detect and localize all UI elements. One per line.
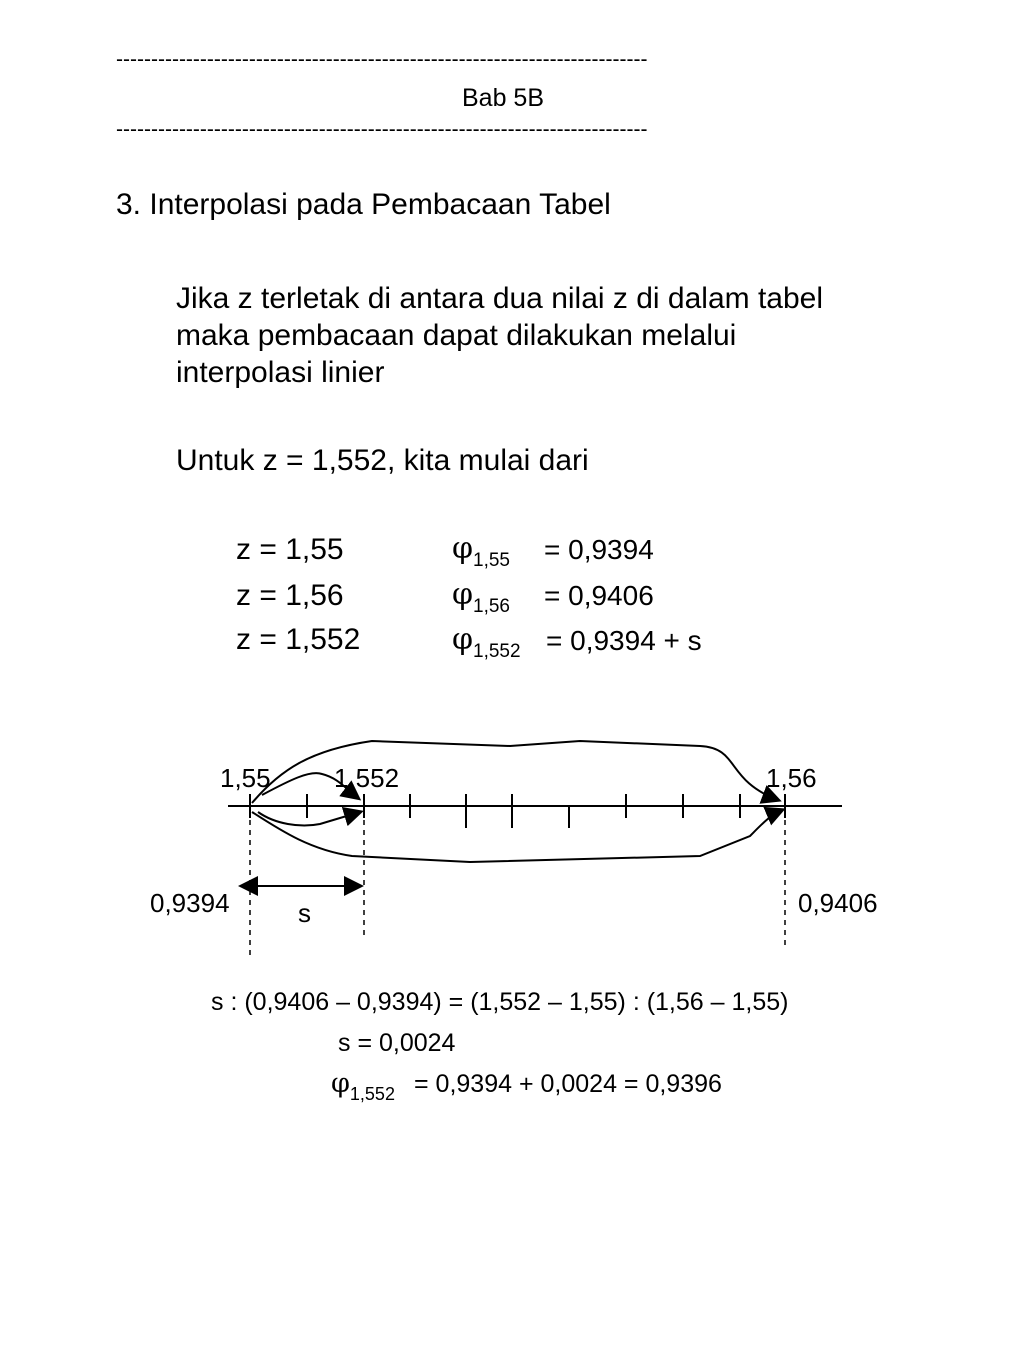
example-intro: Untuk z = 1,552, kita mulai dari — [176, 444, 589, 477]
phi-subscript: 1,552 — [473, 641, 521, 662]
phi-value-row-2: = 0,9406 — [544, 580, 654, 611]
paragraph-line: Jika z terletak di antara dua nilai z di dalam tabel — [176, 282, 824, 315]
paragraph-line: interpolasi linier — [176, 356, 385, 389]
calc-line-1: s : (0,9406 – 0,9394) = (1,552 – 1,55) : (1,56 – 1,55) — [211, 988, 789, 1016]
phi-value-row-1: = 0,9394 — [544, 534, 654, 565]
calc-line-3 — [331, 1068, 395, 1105]
label-1-56: 1,56 — [766, 763, 817, 793]
s-label: s — [298, 898, 311, 928]
number-line-ticks — [250, 794, 785, 828]
label-1-552: 1,552 — [334, 763, 400, 793]
phi-subscript: 1,55 — [473, 550, 510, 571]
paragraph-line: maka pembacaan dapat dilakukan melalui — [176, 319, 737, 352]
phi-symbol: φ — [452, 531, 474, 566]
phi-subscript: 1,56 — [473, 596, 510, 617]
arrow-upper-long — [252, 741, 778, 803]
phi-symbol: φ — [331, 1068, 350, 1099]
phi-symbol: φ — [452, 622, 474, 657]
dashed-guides — [250, 810, 785, 955]
phi-symbol: φ — [452, 577, 474, 612]
chapter-title: Bab 5B — [462, 84, 545, 112]
label-1-55: 1,55 — [220, 763, 271, 793]
arrow-lower-short — [258, 812, 360, 826]
phi-value-row-3: = 0,9394 + s — [546, 625, 702, 656]
z-value-row-1: z = 1,55 — [236, 533, 344, 566]
curved-arrows — [252, 741, 782, 862]
z-value-row-2: z = 1,56 — [236, 579, 344, 612]
phi-subscript: 1,552 — [349, 1084, 395, 1104]
header-rule-top: ---------------------------------------------------------------------------- — [116, 48, 648, 71]
value-0-9394: 0,9394 — [150, 888, 230, 918]
calc-line-2: s = 0,0024 — [338, 1029, 456, 1057]
arrow-lower-long — [252, 810, 782, 862]
z-value-row-3: z = 1,552 — [236, 623, 361, 656]
header-rule-bottom: ---------------------------------------------------------------------------- — [116, 118, 648, 141]
section-title: 3. Interpolasi pada Pembacaan Tabel — [116, 188, 611, 221]
calc-line-3-result: = 0,9394 + 0,0024 = 0,9396 — [414, 1070, 722, 1098]
value-0-9406: 0,9406 — [798, 888, 878, 918]
